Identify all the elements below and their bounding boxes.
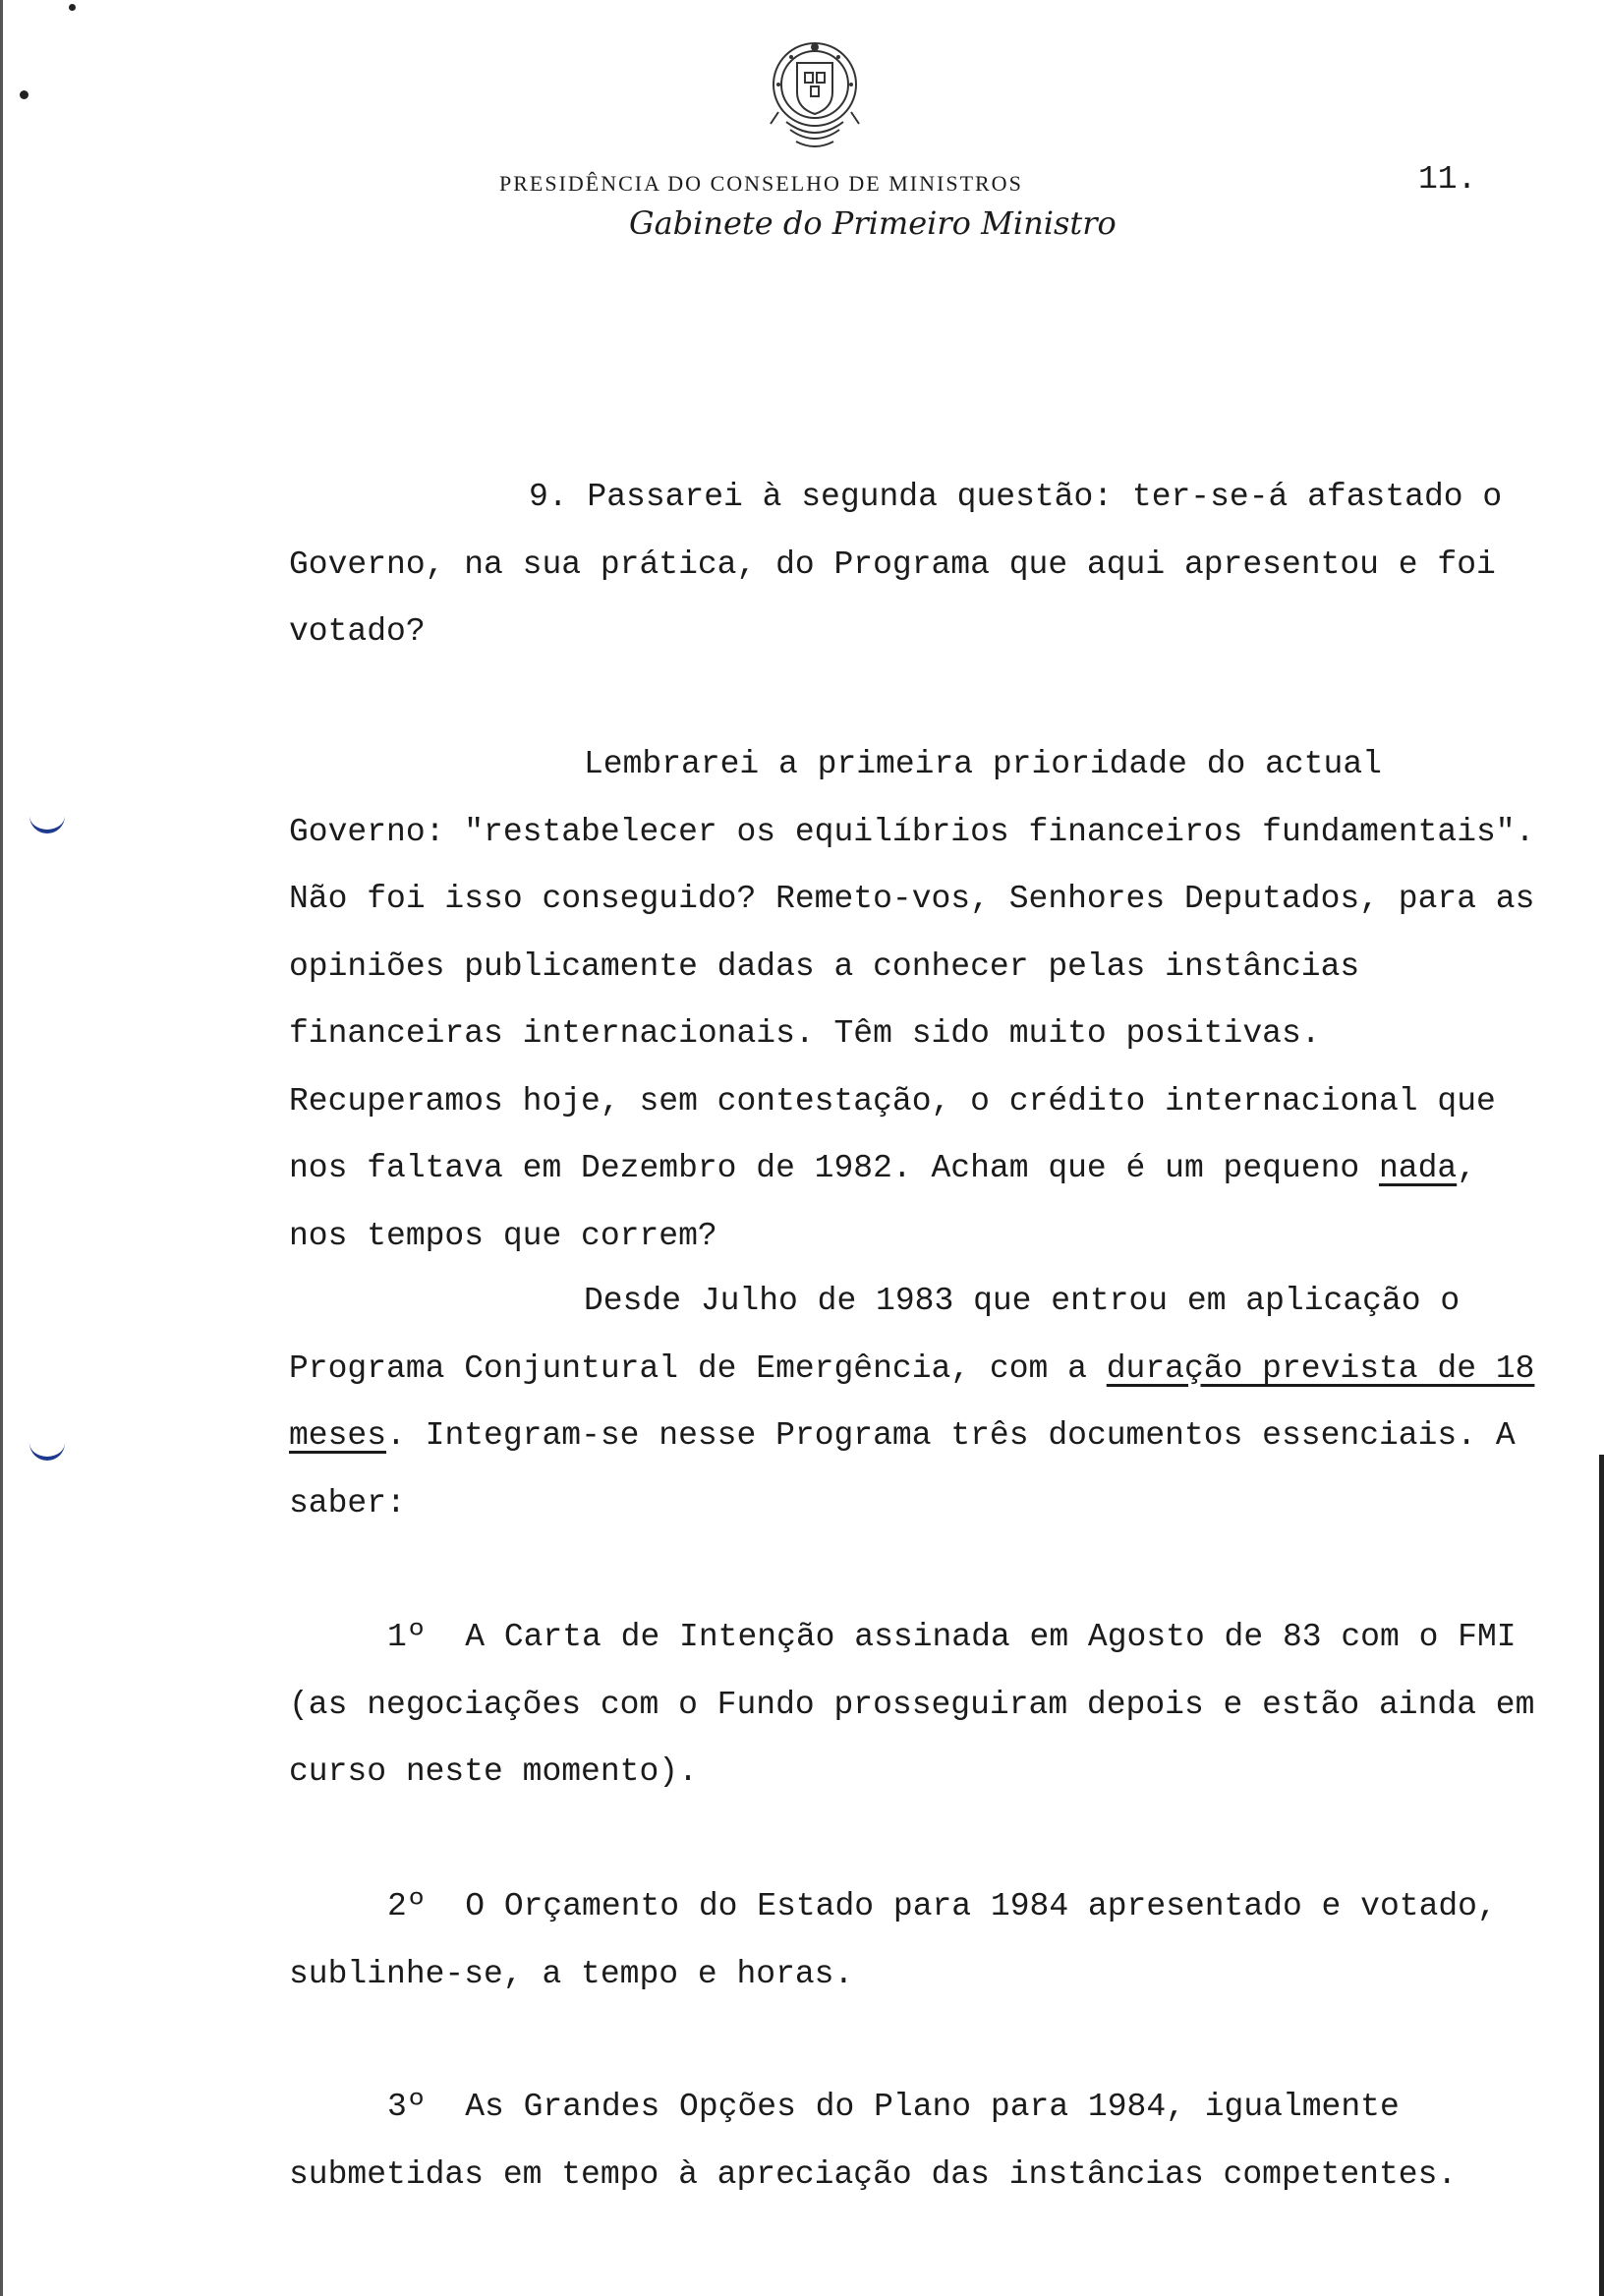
list-item-text: As Grandes Opções do Plano para 1984, igualmente submetidas em tempo à apreciação das instâncias competentes. [289, 2089, 1458, 2193]
office-subtitle: Gabinete do Primeiro Ministro [629, 204, 1117, 242]
paragraph-3-text: Desde Julho de 1983 que entrou em aplicação o Programa Conjuntural de Emergência, com a [289, 1283, 1461, 1387]
page-number: 11. [1418, 161, 1477, 198]
margin-check-mark [29, 808, 65, 833]
coat-of-arms-seal [757, 33, 873, 159]
list-item-number: 3º [387, 2089, 427, 2125]
page-right-edge [1599, 1455, 1604, 2296]
underlined-word: nada [1378, 1150, 1458, 1186]
paragraph-2 [289, 731, 1535, 1270]
paragraph-3 [289, 1268, 1535, 1537]
list-item-2 [289, 1873, 1535, 2008]
list-item-text: O Orçamento do Estado para 1984 apresentado e votado, sublinhe-se, a tempo e horas. [289, 1888, 1497, 1992]
underlined-phrase: duração prevista de 18 meses [289, 1349, 1535, 1454]
list-item-number: 1º [387, 1619, 427, 1655]
speck [20, 90, 29, 99]
list-item-text: A Carta de Intenção assinada em Agosto de 83 com o FMI (as negociações com o Fundo prosseguiram depois e estão ainda em curso neste momento). [289, 1619, 1535, 1790]
page-left-edge [0, 0, 3, 2296]
organization-name: PRESIDÊNCIA DO CONSELHO DE MINISTROS [499, 171, 1023, 196]
list-item-number: 2º [387, 1888, 427, 1924]
margin-check-mark [29, 1435, 65, 1461]
speck [69, 4, 76, 11]
paragraph-2-end: , nos tempos que correm? [289, 1150, 1477, 1254]
paragraph-1: 9. Passarei à segunda questão: ter-se-á afastado o Governo, na sua prática, do Programa que aqui apresentou e foi votado? [289, 479, 1503, 650]
paragraph-2-text: Lembrarei a primeira prioridade do actual Governo: "restabelecer os equilíbrios financeiros fundamentais". Não foi isso conseguido? Remeto-vos, Senhores Deputados, para as opiniões publicamente dadas a conhecer pelas instâncias financeiras internacionais. Têm sido muito positivas. Recuperamos hoje, sem contestação, o crédito internacional que nos faltava em Dezembro de 1982. Acham que é um pequeno [289, 746, 1535, 1186]
list-item-1 [289, 1604, 1535, 1807]
list-item-3 [289, 2074, 1535, 2209]
paragraph-3-end: . Integram-se nesse Programa três documentos essenciais. A saber: [289, 1417, 1516, 1521]
